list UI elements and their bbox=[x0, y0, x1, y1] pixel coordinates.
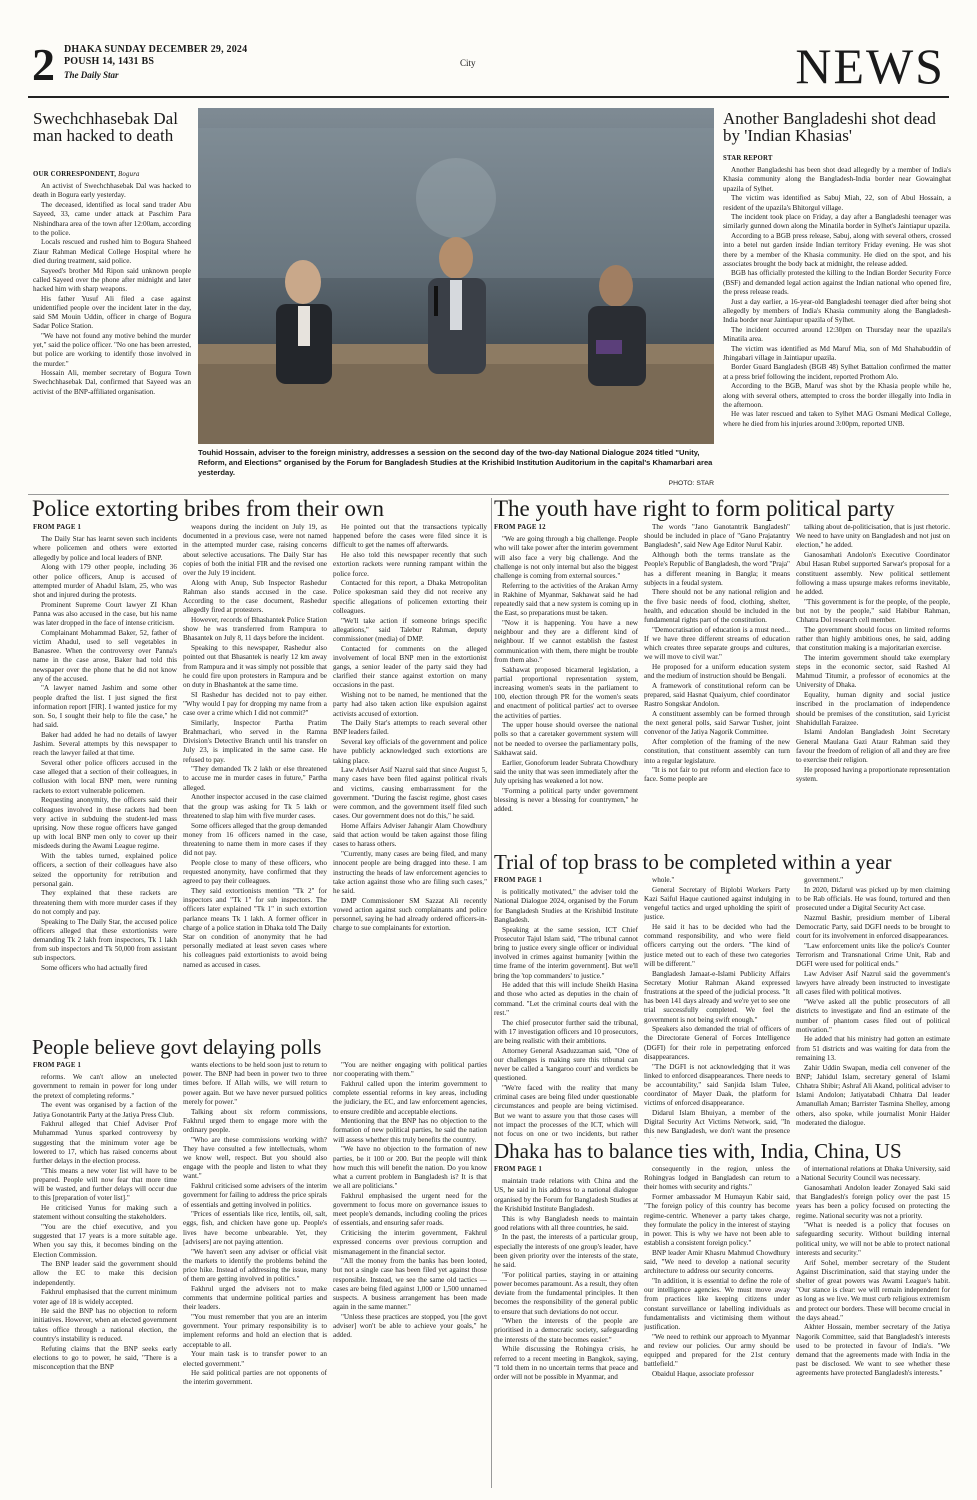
paragraph: Similarly, Inspector Partha Pratim Brahmachari, who served in the Ramna Division's Detective Branch until his transfer on July 23, is implicated in the same case. He refused to pay. bbox=[183, 718, 327, 764]
paragraph: The victim was identified as Md Maruf Mia, son of Md Shahabuddin of Jhingabari village in Jaintiapur upazila. bbox=[723, 344, 951, 362]
paragraph: Refuting claims that the BNP seeks early elections to go to power, he said, "There is a misconception that the BNP bbox=[33, 1344, 177, 1371]
paragraph: "We are going through a big challenge. People who will take power after the interim government will also face a very big challenge. And the challenge is not only internal but also the biggest challenge is coming from external sources." bbox=[494, 535, 638, 581]
paragraphs bbox=[333, 1061, 487, 1341]
paragraph: "We haven't seen any adviser or official visit the markets to identify the problems behind the price hike. Instead of addressing the issue, many of them are getting involved in politics." bbox=[183, 1247, 327, 1284]
story-polls-col2 bbox=[183, 1061, 327, 1491]
headline-delaying-polls: People believe govt delaying polls bbox=[32, 1035, 322, 1059]
paragraph: "They demanded Tk 2 lakh or else threatened to accuse me in murder cases in future," Partha alleged. bbox=[183, 765, 327, 792]
headline-shot-dead: Another Bangladeshi shot dead by 'Indian Khasias' bbox=[723, 109, 936, 146]
paragraph: "What is needed is a policy that focuses on safeguarding security. Without building internal political unity, we will not be able to protect national interests and security." bbox=[796, 1221, 950, 1257]
paragraph: Several other police officers accused in the case alleged that a section of their colleagues, in collusion with local BNP men, were running rackets to extort vulnerable policemen. bbox=[33, 759, 177, 795]
story-police-col3 bbox=[333, 523, 487, 1033]
paragraph: Prominent Supreme Court lawyer ZI Khan Panna was also accused in the case, but his name was later dropped in the face of intense criticism. bbox=[33, 600, 177, 628]
paragraphs bbox=[796, 523, 950, 784]
paragraph: wants elections to be held soon just to return to power. The BNP had been in power two to three times before. If Allah wills, we will return to power again. But we have never pursued politics merely for power." bbox=[183, 1061, 327, 1106]
paragraphs bbox=[723, 166, 951, 429]
paragraph: Fakhrul alleged that Chief Adviser Prof Muhammad Yunus sparked controversy by suggesting that the minimum voter age be lowered to 17, which has raised concerns about further delays in the election process. bbox=[33, 1120, 177, 1166]
paragraph: While discussing the Rohingya crisis, he referred to a recent meeting in Bangkok, saying, "I told them in no uncertain terms that peace and order will not be possible in Myanmar, and bbox=[494, 1345, 638, 1381]
paragraph: Your main task is to transfer power to an elected government." bbox=[183, 1350, 327, 1368]
paragraph: Sayeed's brother Md Ripon said unknown people called Sayeed over the phone after midnight and later hacked him with sharp weapons. bbox=[33, 266, 191, 293]
headline-police-extorting: Police extorting bribes from their own bbox=[32, 496, 384, 521]
paragraph: Ganosamhati Andolon leader Zonayed Saki said that Bangladesh's foreign policy over the past 15 years has been a policy focused on protecting the regime. National security was not a priority. bbox=[796, 1183, 950, 1220]
story-youth-col3 bbox=[796, 523, 950, 848]
paragraphs bbox=[644, 523, 790, 785]
paragraph: "It is not fair to put reform and election face to face. Some people are bbox=[644, 766, 790, 784]
paragraph: The government should focus on limited reforms rather than highly ambitious ones, he said, adding that constitution making is a majoritarian exercise. bbox=[796, 625, 950, 653]
section-tag: City bbox=[460, 58, 476, 68]
paragraph: Sakhawat proposed bicameral legislation, a partial proportional representation system, increasing women's seats in the parliament to 100, election through PR for the women's seats and enactment of political parties' act to oversee the activities of parties. bbox=[494, 665, 638, 720]
paragraph: This is why Bangladesh needs to maintain good relations with all three countries, he said. bbox=[494, 1214, 638, 1232]
paragraph: "We've asked all the public prosecutors of all districts to investigate and find an estimate of the number of phantom cases filed out of political motivation." bbox=[796, 998, 950, 1034]
paragraph: "Now it is happening. You have a new neighbour and they are a different kind of neighbour. If we cannot establish the fastest communication with them, there might be trouble from them also." bbox=[494, 619, 638, 664]
paragraph: He said it has to be decided who had the command responsibility, and who were field officers carrying out the orders. "The kind of justice meted out to each of these two categories will be different." bbox=[644, 923, 790, 968]
headline-trial-top-brass: Trial of top brass to be completed within a year bbox=[494, 850, 892, 874]
story-polls-col3 bbox=[333, 1061, 487, 1491]
paragraph: "You are the chief executive, and you suggested that 17 years is a more suitable age. When you say this, it becomes binding on the Election Commission. bbox=[33, 1222, 177, 1259]
paragraph: "We'll take action if someone brings specific allegations," said Talebur Rahman, deputy commissioner (media) of DMP. bbox=[333, 616, 487, 643]
paragraph: Fakhrul criticised some advisers of the interim government for failing to address the price spirals of essentials and getting involved in politics. bbox=[183, 1182, 327, 1209]
paragraphs bbox=[796, 876, 950, 1128]
paragraph: weapons during the incident on July 19, as documented in a previous case, were not named in the attempted murder case, raising concerns about selective accusations. The Daily Star has copies of both the initial FIR and the revised one over the July 19 incident. bbox=[183, 523, 327, 578]
paragraph: Attorney General Asaduzzaman said, "One of our challenges is making sure this tribunal can never be called a 'kangaroo court' and verdicts be questioned. bbox=[494, 1046, 638, 1083]
story-dhaka-col2 bbox=[644, 1165, 790, 1491]
paragraph: There should not be any national religion and the five basic needs of food, clothing, shelter, health, and education should be included in the fundamental rights part of the constitution. bbox=[644, 588, 790, 625]
paragraph: Although both the terms translate as the People's Republic of Bangladesh, the word "Praja" has a different meaning in Bangla; it means subjects in a feudal system. bbox=[644, 551, 790, 587]
story-youth-col2 bbox=[644, 523, 790, 848]
story-dhaka-col1 bbox=[494, 1165, 638, 1491]
paragraph: maintain trade relations with China and the US, he said in his address to a national dialogue organised by the Forum for Bangladesh Studies at the Krishibid Institute Bangladesh. bbox=[494, 1177, 638, 1213]
paragraph: Locals rescued and rushed him to Bogura Shaheed Ziaur Rahman Medical College Hospital where he died during treatment, said police. bbox=[33, 238, 191, 265]
paragraph: His father Yusuf Ali filed a case against unidentified people over the incident later in the day, said SM Mouin Uddin, officer in charge of Bogura Sadar Police Station. bbox=[33, 294, 191, 331]
paragraph: "We're faced with the reality that many criminal cases are being filed under questionable circumstances and people are being victimised. But we want to assure you that those cases will not impact the processes of the ICT, which will not focus on one or two incidents, but rather bbox=[494, 1083, 638, 1138]
paragraph: consequently in the region, unless the Rohingyas lodged in Bangladesh can return to their homes with security and rights." bbox=[644, 1165, 790, 1192]
photo-credit: PHOTO: STAR bbox=[668, 480, 714, 487]
paragraph: The interim government should take exemplary steps in the economic sector, said Rashed Al Mahmud Titumir, a professor of economics at the University of Dhaka. bbox=[796, 653, 950, 690]
paragraph: The upper house should oversee the national polls so that a caretaker government system will not be needed to oversee the parliamentary polls, Sakhawat said. bbox=[494, 721, 638, 757]
paragraph: The BNP leader said the government should allow the EC to make this decision independently. bbox=[33, 1260, 177, 1287]
paragraph: Speaking to The Daily Star, the accused police officers alleged that these extortionists were demanding Tk 2 lakh from inspectors, Tk 1 lakh from sub inspectors and Tk 50,000 from assistant sub inspectors. bbox=[33, 917, 177, 963]
paragraph: Fakhrul urged the advisers not to make comments that undermine political parties and their leaders. bbox=[183, 1284, 327, 1312]
paragraph: Talking about six reform commissions, Fakhrul urged them to engage more with the ordinary people. bbox=[183, 1107, 327, 1134]
paragraph: DMP Commissioner SM Sazzat Ali recently vowed action against such complainants and police personnel, saying he had already ordered officers-in-charge to sue complainants for extortion. bbox=[333, 896, 487, 933]
paragraph: "When the interests of the people are prioritised in a democratic society, safeguarding the interests of the state becomes easier." bbox=[494, 1317, 638, 1344]
paragraph: SI Rashedur has decided not to pay either. "Why would I pay for dropping my name from a case over a crime which I did not commit?" bbox=[183, 690, 327, 718]
paragraph: He pointed out that the transactions typically happened before the cases were filed since it is difficult to get the names off afterwards. bbox=[333, 523, 487, 550]
paragraph: He proposed for a uniform education system and the medium of instruction should be Bengali. bbox=[644, 663, 790, 681]
paragraph: The chief prosecutor further said the tribunal, with 17 investigation officers and 10 prosecutors, are being realistic with their ambitions. bbox=[494, 1018, 638, 1045]
paragraphs bbox=[183, 1061, 327, 1388]
byline: FROM PAGE 1 bbox=[494, 877, 543, 884]
paragraph: According to the BGB, Maruf was shot by the Khasia people while he, along with several others, attempted to cross the border illegally into India in the afternoon. bbox=[723, 382, 951, 409]
paragraph: "Law enforcement units like the police's Counter Terrorism and Transnational Crime Unit, Rab and DGFI were used for political ends." bbox=[796, 941, 950, 969]
paragraphs bbox=[33, 1073, 177, 1372]
paragraph: "Who are these commissions working with? They have consulted a few intellectuals, whom we know well, respect. But you should also engage with the people and listen to what they want." bbox=[183, 1135, 327, 1181]
story-police-col1 bbox=[33, 523, 177, 1033]
paragraph: Home Affairs Adviser Jahangir Alam Chowdhury said that action would be taken against those filing cases to harass others. bbox=[333, 822, 487, 849]
paragraphs bbox=[33, 535, 177, 973]
paragraph: In 2020, Didarul was picked up by men claiming to be Rab officials. He was found, tortured and then prosecuted under a Digital Security Act case. bbox=[796, 885, 950, 913]
paragraph: Earlier, Gonoforum leader Subrata Chowdhury said the unity that was seen immediately after the July uprising has weakened a lot now. bbox=[494, 758, 638, 785]
paragraphs bbox=[494, 535, 638, 814]
paragraph: Equality, human dignity and social justice inscribed in the proclamation of independence should be premises of the constitution, said Lyricist Shahidullah Faraizee. bbox=[796, 691, 950, 727]
paragraph: BNP leader Amir Khasru Mahmud Chowdhury said, "We need to develop a national security architecture to address our security concerns. bbox=[644, 1248, 790, 1276]
paragraph: "Prices of essentials like rice, lentils, oil, salt, eggs, fish, and chicken have gone up. People's lives have become unbearable. Yet, they [advisers] are not paying attention. bbox=[183, 1210, 327, 1246]
dialogue-photo bbox=[198, 108, 714, 444]
paragraph: Border Guard Bangladesh (BGB 48) Sylhet Battalion confirmed the matter at a press brief following the incident, reported Prothom Alo. bbox=[723, 363, 951, 381]
paragraph: Along with Anup, Sub Inspector Rashedur Rahman also stands accused in the case. According to the case document, Rashedur allegedly fired at protesters. bbox=[183, 578, 327, 615]
page-number: 2 bbox=[32, 39, 55, 90]
paragraph: Wishing not to be named, he mentioned that the party had also taken action like expulsion against activists accused of extortion. bbox=[333, 691, 487, 718]
paragraph: whole." bbox=[652, 876, 675, 884]
paragraph: Nazmul Bashir, presidium member of Liberal Democratic Party, said DGFI needs to be brought to court for its involvement in enforced disappearances. bbox=[796, 913, 950, 941]
paragraph: Law Adviser Asif Nazrul said the government's lawyers have already been instructed to investigate all cases filed with political motives. bbox=[796, 970, 950, 997]
paragraphs bbox=[494, 888, 638, 1138]
brand-logo: The Daily Star bbox=[64, 70, 119, 80]
paragraph: They explained that these rackets are threatening them with more murder cases if they do not comply and pay. bbox=[33, 889, 177, 916]
paragraph: "We have no objection to the formation of new parties, be it 100 or 200. But the people will think how much this will benefit the nation. Do you know what a current problem in Bangladesh is? It is that we all are politicians." bbox=[333, 1145, 487, 1191]
byline: FROM PAGE 1 bbox=[494, 1166, 543, 1173]
paragraph: Criticising the interim government, Fakhrul expressed concerns over previous corruption and mismanagement in the financial sector. bbox=[333, 1229, 487, 1256]
paragraph: He criticised Yunus for making such a statement without consulting the stakeholders. bbox=[33, 1204, 177, 1222]
paragraph: Law Adviser Asif Nazrul said that since August 5, many cases have been filed against political rivals and victims, causing embarrassment for the government. "During the fascist regime, ghost cases were common, and the government itself filed such cases. Our government does not do this," he said. bbox=[333, 766, 487, 821]
paragraph: A constituent assembly can be formed through the next general polls, said Sarwar Tusher, joint convenor of the Jatiya Nagorik Committee. bbox=[644, 710, 790, 737]
paragraph: The event was organised by a faction of the Jatiya Gonotantrik Party at the Jatiya Press Club. bbox=[33, 1101, 177, 1119]
paragraph: The victim was identified as Sabuj Miah, 22, son of Abul Hossain, a resident of the upazila's Bhitorgul village. bbox=[723, 194, 951, 212]
paragraph: People close to many of these officers, who requested anonymity, have confirmed that they agreed to pay their colleagues. bbox=[183, 858, 327, 886]
story-police-col2 bbox=[183, 523, 327, 1033]
paragraph: Referring to the activities of the Arakan Army in Rakhine of Myanmar, Sakhawat said he had repeatedly said that a new system is coming up in the East, so preparations must be taken. bbox=[494, 581, 638, 618]
photo-caption: Touhid Hossain, adviser to the foreign ministry, addresses a session on the second day of the two-day National Dialogue 2024 titled "Unity, Reform, and Elections" organised by the Forum for Bangladesh Studies at the Krishibid Institution Auditorium in the capital's Khamarbari area yesterday. bbox=[198, 448, 713, 477]
paragraph: Fakhrul called upon the interim government to complete essential reforms in key areas, including the judiciary, the EC, and law enforcement agencies, to ensure credible and acceptable elections. bbox=[333, 1079, 487, 1116]
paragraph: He proposed having a proportionate representation system. bbox=[796, 765, 950, 783]
paragraph: "Currently, many cases are being filed, and many innocent people are being dragged into these. I am instructing the heads of law enforcement agencies to take action against those who are filing such cases," he said. bbox=[333, 850, 487, 895]
paragraph: reforms. We can't allow an unelected government to remain in power for long under the pretext of completing reforms." bbox=[33, 1073, 177, 1100]
paragraph: "In addition, it is essential to define the role of our intelligence agencies. We must move away from practices like keeping citizens under constant surveillance or labelling individuals as fundamentalists and victimising them without justification. bbox=[644, 1276, 790, 1331]
paragraph: Another Bangladeshi has been shot dead allegedly by a member of India's Khasia community along the Bangladesh-India border near Gowainghat upazila of Sylhet. bbox=[723, 166, 951, 193]
paragraph: "You must remember that you are an interim government. Your primary responsibility is to implement reforms and hold an election that is acceptable to all. bbox=[183, 1312, 327, 1349]
paragraph: The incident occurred around 12:30pm on Thursday near the upazila's Minatila area. bbox=[723, 325, 951, 343]
paragraph: BGB has officially protested the killing to the Indian Border Security Force (BSF) and demanded legal action against the Indian national who opened fire, the press release reads. bbox=[723, 269, 951, 296]
paragraph: Arif Sohel, member secretary of the Student Against Discrimination, said that staying under the shelter of great powers was Awami League's habit. "Our stance is clear: we will remain independent for as long as we live. We must curb religious extremism and protect our borders. These will become crucial in the days ahead." bbox=[796, 1258, 950, 1322]
paragraphs bbox=[183, 523, 327, 970]
paragraph: Fakhrul emphasised that the current minimum voter age of 18 is widely accepted. bbox=[33, 1288, 177, 1306]
divider bbox=[491, 498, 492, 1488]
paragraph: With the tables turned, explained police officers, a section of their colleagues have also seized the opportunity for retribution and personal gain. bbox=[33, 852, 177, 888]
paragraph: "Democratisation of education is a must need... If we have three different streams of education which creates three separate groups and cultures, we will move to civil war." bbox=[644, 625, 790, 662]
byline: FROM PAGE 1 bbox=[33, 1062, 82, 1069]
paragraph: Some officers alleged that the group demanded money from 16 officers named in the case, threatening to name them in more cases if they did not pay. bbox=[183, 821, 327, 858]
paragraph: Ganosamhati Andolon's Executive Coordinator Abul Hasan Rubel supported Sarwar's proposal for a constituent assembly. New political settlement following a mass upsurge makes reforms inevitable, he added. bbox=[796, 551, 950, 596]
paragraph: In the past, the interests of a particular group, especially the interests of one group's leader, have been given priority over the interests of the state, he said. bbox=[494, 1233, 638, 1270]
paragraphs bbox=[333, 523, 487, 933]
byline: FROM PAGE 1 bbox=[33, 524, 82, 531]
paragraph: Fakhrul emphasised the urgent need for the government to focus more on governance issues to meet people's demands, including cooling the prices of essentials, and ensuring safer roads. bbox=[333, 1191, 487, 1228]
paragraph: Along with 179 other people, including 36 other police officers, Anup is accused of attempted murder of Ahadul Islam, 25, who was shot and injured during the protests. bbox=[33, 563, 177, 599]
story-trial-col2 bbox=[644, 876, 790, 1138]
paragraph: "Unless these practices are stopped, you [the govt adviser] won't be able to achieve your goals," he added. bbox=[333, 1312, 487, 1340]
paragraph: Some officers who had actually fired bbox=[41, 964, 148, 973]
headline-dhaka-balance: Dhaka has to balance ties with, India, China, US bbox=[494, 1139, 902, 1163]
paragraph: General Secretary of Biplobi Workers Party Kazi Saiful Haque cautioned against indulging in vengeful tactics and urged upholding the spirit of justice. bbox=[644, 885, 790, 922]
paragraph: "All the money from the banks has been looted, but not a single case has been filed yet against those responsible. Instead, we see the same old tactics — cases are being filed against 1,000 or 1,500 unnamed suspects. A business arrangement has been made again in the same manner." bbox=[333, 1257, 487, 1312]
dateline bbox=[64, 44, 247, 68]
headline-swechchhasebak: Swechchhasebak Dal man hacked to death bbox=[33, 109, 178, 146]
photo-block bbox=[198, 108, 714, 492]
paragraphs bbox=[644, 876, 790, 1138]
paragraph: They said extortionists mention "Tk 2" for inspectors and "Tk 1" for sub inspectors. The officers later explained "Tk 1" in such extortion parlance means Tk 1 lakh. A former officer in charge of a police station in Dhaka told The Daily Star on condition of anonymity that he had personally mediated at least seven cases where his colleagues paid extortionists to avoid being named as accused in cases. bbox=[183, 886, 327, 969]
paragraph: Contacted for this report, a Dhaka Metropolitan Police spokesman said they did not receive any specific allegations of policemen extorting their colleagues. bbox=[333, 579, 487, 615]
paragraph: Speakers also demanded the trial of officers of the Directorate General of Forces Intelligence (DGFI) for their role in perpetrating enforced disappearances. bbox=[644, 1025, 790, 1061]
paragraph: "You are neither engaging with political parties nor cooperating with them." bbox=[333, 1061, 487, 1079]
paragraph: "We have not found any motive behind the murder yet," said the police officer. "No one has been arrested, but police are working to identify those involved in the murder." bbox=[33, 331, 191, 368]
byline: FROM PAGE 12 bbox=[494, 524, 546, 531]
paragraph: The words "Jano Ganotantrik Bangladesh" should be included in place of "Gano Prajatantry Bangladesh", said New Age Editor Nurul Kabir. bbox=[644, 523, 790, 550]
paragraph: He said political parties are not opponents of the interim government. bbox=[183, 1369, 327, 1387]
paragraph: Baker had added he had no details of lawyer Jashim. Several attempts by this newspaper to reach the lawyer failed at that time. bbox=[33, 730, 177, 758]
story-right-body bbox=[723, 154, 951, 492]
paragraph: of international relations at Dhaka University, said a National Security Council was necessary. bbox=[796, 1165, 950, 1183]
paragraph: Complainant Mohammad Baker, 52, father of victim Ahadul, used to sell vegetables in Banasree. When the controversy over Panna's name in the case arose, Baker had told this newspaper over the phone that he did not know any of the accused. bbox=[33, 628, 177, 683]
paragraph: He said the BNP has no objection to reform initiatives. However, when an elected government takes office through a national election, the country's instability is reduced. bbox=[33, 1307, 177, 1343]
byline: OUR CORRESPONDENT, Bogura bbox=[33, 171, 140, 178]
paragraphs bbox=[33, 182, 191, 397]
paragraph: Akhter Hossain, member secretary of the Jatiya Nagorik Committee, said that Bangladesh's interests used to be protected in favour of India's. "We demand that the agreements made with India in the past be disclosed. We want to see whether these agreements have protected Bangladesh's interests." bbox=[796, 1323, 950, 1378]
paragraph: "A lawyer named Jashim and some other people drafted the list. I just signed the first information report [FIR]. I wanted justice for my son. So, I sought their help to file the case," he had said. bbox=[33, 684, 177, 730]
story-trial-col3 bbox=[796, 876, 950, 1138]
paragraph: Another inspector accused in the case claimed that the group was asking for Tk 5 lakh or threatened to slap him with five murder cases. bbox=[183, 793, 327, 820]
paragraph: "For political parties, staying in or attaining power becomes paramount. As a result, they often deviate from the fundamental principles. It then becomes the responsibility of the general public to ensure that such deviations do not occur. bbox=[494, 1270, 638, 1316]
paragraphs bbox=[796, 1165, 950, 1379]
paragraph: Islami Andolan Bangladesh Joint Secretary General Maulana Gazi Ataur Rahman said they favour the freedom of religion of all and they are free to exercise their religion. bbox=[796, 728, 950, 765]
paragraph: Bangladesh Jamaat-e-Islami Publicity Affairs Secretary Motiur Rahman Akand expressed frustrations at the speed of the judicial process. "It has been 141 days already and we're yet to see one trial successfully completed. We feel the government is not being swift enough." bbox=[644, 969, 790, 1024]
paragraph: Former ambassador M Humayun Kabir said, "The foreign policy of this country has become regime-centric. Whenever a party takes charge, they formulate the policy in the interest of staying in power. This is why we have not been able to establish a consistent foreign policy." bbox=[644, 1193, 790, 1248]
story-left-body bbox=[33, 170, 191, 492]
story-youth-col1 bbox=[494, 523, 638, 848]
paragraph: The Daily Star's attempts to reach several other BNP leaders failed. bbox=[333, 719, 487, 737]
paragraph: The Daily Star has learnt seven such incidents where policemen and others were extorted allegedly by police and local leaders of BNP. bbox=[33, 535, 177, 562]
masthead bbox=[28, 40, 949, 98]
paragraph: "We need to rethink our approach to Myanmar and review our policies. Our army should be equipped and prepared for the 21st century battlefield." bbox=[644, 1332, 790, 1369]
paragraph: Just a day earlier, a 16-year-old Bangladeshi teenager died after being shot allegedly by members of India's Khasia community along the Bangladesh-India border near Jaintiapur upazila of Sylhet. bbox=[723, 297, 951, 324]
paragraph: talking about de-politicisation, that is just rhetoric. We need to have unity on Bangladesh and not just on election," he added. bbox=[796, 523, 950, 550]
paragraph: "This government is for the people, of the people, but not by the people," said Habibur Rahman, Chhatra Dol research cell member. bbox=[796, 597, 950, 625]
story-polls-col1 bbox=[33, 1061, 177, 1491]
divider bbox=[28, 494, 949, 495]
paragraph: Mentioning that the BNP has no objection to the formation of new political parties, he said the nation will assess whether this truly benefits the country. bbox=[333, 1117, 487, 1144]
paragraph: government." bbox=[804, 876, 844, 884]
paragraph: After completion of the framing of the new constitution, that constituent assembly can turn into a regular legislature. bbox=[644, 738, 790, 765]
paragraph: The incident took place on Friday, a day after a Bangladeshi teenager was similarly gunned down along the Minatila border in Sylhet's Jaintiapur upazila. bbox=[723, 213, 951, 231]
paragraph: Contacted for comments on the alleged involvement of local BNP men in the extortionist gangs, a senior leader of the party said they had clarified their stance against extortion on many occasions in the past. bbox=[333, 644, 487, 690]
paragraph: Didarul Islam Bhuiyan, a member of the Digital Security Act Victims Network, said, "In this new Bangladesh, we don't want the presence bbox=[644, 1109, 790, 1136]
paragraph: "This means a new voter list will have to be prepared. People will now fear that more time will be wasted, and further delays will occur due to this [preparation of voter list]." bbox=[33, 1166, 177, 1203]
paragraph: He added that this will include Sheikh Hasina and those who acted as deputies in the chain of command. "Let the criminal courts deal with the rest." bbox=[494, 981, 638, 1017]
paragraph: He added that his ministry had gotten an estimate from 51 districts and was waiting for data from the remaining 13. bbox=[796, 1035, 950, 1062]
paragraph: The deceased, identified as local sand trader Abu Sayeed, 33, came under attack at Paschim Para Nishindhara area of the town after 12:00am, according to the police. bbox=[33, 201, 191, 237]
paragraph: Obaidul Haque, associate professor bbox=[652, 1369, 754, 1378]
paragraph: However, records of Bhashantek Police Station show he was transferred from Rampura to Bhasantek on July 8, 11 days before the incident. bbox=[183, 616, 327, 643]
paragraph: He also told this newspaper recently that such extortion rackets were running rampant within the police force. bbox=[333, 551, 487, 578]
story-dhaka-col3 bbox=[796, 1165, 950, 1491]
paragraph: Speaking to this newspaper, Rashedur also pointed out that Bhasantek is nearly 12 km away from Rampura and it was simply not possible that he could fire upon protesters in Rampura and be on duty in Bhashantek at the same time. bbox=[183, 644, 327, 689]
paragraph: A framework of constitutional reform can be prepared, said Hasnat Quaiyum, chief coordinator Rastro Songskar Andolon. bbox=[644, 681, 790, 709]
paragraph: "Forming a political party under government blessing is never a blessing for countrymen," he added. bbox=[494, 786, 638, 814]
paragraph: He was later rescued and taken to Sylhet MAG Osmani Medical College, where he died from his injuries around 3:00pm, reported UNB. bbox=[723, 410, 951, 428]
paragraphs bbox=[644, 1165, 790, 1379]
issue-date: DHAKA SUNDAY DECEMBER 29, 2024 bbox=[64, 44, 248, 55]
headline-youth-party: The youth have right to form political party bbox=[494, 496, 895, 521]
section-title: NEWS bbox=[795, 38, 945, 94]
paragraph: Requesting anonymity, the officers said their colleagues involved in these rackets had been very active in subduing the student-led mass uprising. Now these rogue officers have ganged up with local BNP men only to cover up their misdeeds during the Awami League regime. bbox=[33, 796, 177, 851]
paragraph: "The DGFI is not acknowledging that it was linked to enforced disappearances. There needs to be accountability," said Sanjida Islam Tulee, coordinator of Mayer Daak, the platform for victims of enforced disappearance. bbox=[644, 1062, 790, 1108]
paragraph: An activist of Swechchhasebak Dal was hacked to death in Bogura early yesterday. bbox=[33, 182, 191, 200]
paragraph: Zahir Uddin Swapan, media cell convener of the BNP; Jahidul Islam, secretary general of Islami Chhatra Shibir; Ashraf Ali Akand, political adviser to Islami Andolon; Jatiyatabadi Chhatra Dal leader Amanullah Aman; Barrister Tasmina Shelley, among others, also spoke, while journalist Monir Haider moderated the dialogue. bbox=[796, 1063, 950, 1127]
paragraphs bbox=[494, 1177, 638, 1382]
paragraph: According to a BGB press release, Sabuj, along with several others, crossed into a betel nut garden inside Indian territory Friday evening. He was shot there by a member of the Khasia community. He died on the spot, and his associates brought the body back at midnight, the release added. bbox=[723, 232, 951, 268]
paragraph: Hossain Ali, member secretary of Bogura Town Swechchhasebak Dal, confirmed that Sayeed was an activist of the BNP-affiliated organisation. bbox=[33, 369, 191, 396]
byline: STAR REPORT bbox=[723, 155, 773, 162]
story-trial-col1 bbox=[494, 876, 638, 1138]
paragraph: is politically motivated," the adviser told the National Dialogue 2024, organised by the Forum for Bangladesh Studies at the Krishibid Institute Bangladesh. bbox=[494, 888, 638, 924]
paragraph: Several key officials of the government and police have publicly acknowledged such extortions are taking place. bbox=[333, 738, 487, 765]
paragraph: Speaking at the same session, ICT Chief Prosecutor Tajul Islam said, "The tribunal cannot bring to justice every single officer or individual involved in crimes against humanity [within the time frame of the interim government]. But we'll bring the 'top commanders' to justice." bbox=[494, 925, 638, 980]
bangla-date: POUSH 14, 1431 BS bbox=[64, 56, 155, 67]
